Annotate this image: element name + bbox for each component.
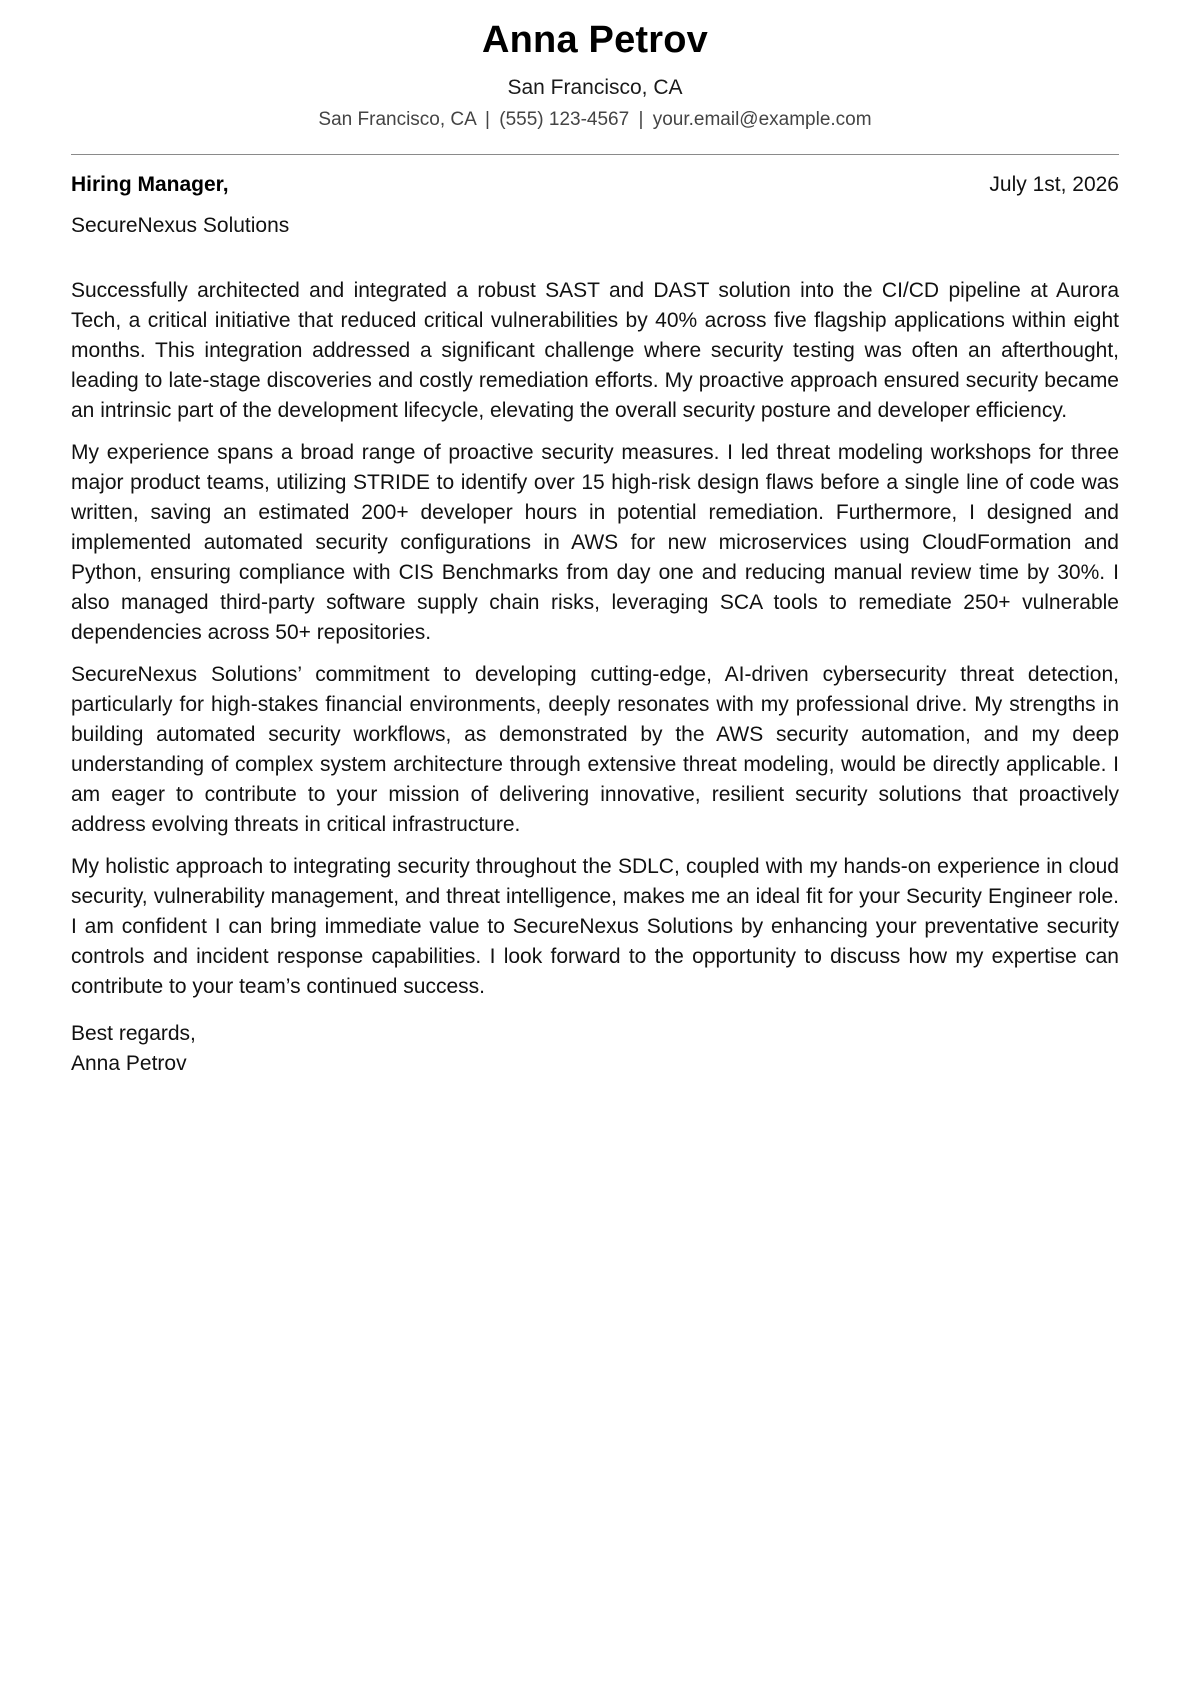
contact-phone: (555) 123-4567 [499,109,630,130]
sender-location: San Francisco, CA [507,76,683,99]
header-divider [71,154,1119,155]
body-paragraph: My experience spans a broad range of proactive security measures. I led threat modeling workshops for three major product teams, utilizing STRIDE to identify over 15 high-risk design flaws before a single line of code was written, saving an estimated 200+ developer hours in potential remediation. Furthermore, I designed and implemented automated security configurations in AWS for new microservices using CloudFormation and Python, ensuring compliance with CIS Benchmarks from day one and reducing manual review time by 30%. I also managed third-party software supply chain risks, leveraging SCA tools to remediate 250+ vulnerable dependencies across 50+ repositories. [71,441,1119,644]
contact-separator: | [638,109,644,130]
letter-date: July 1st, 2026 [989,173,1119,196]
recipient-date-row [71,171,1119,199]
recipient-salutation: Hiring Manager, [71,173,229,196]
contact-city: San Francisco, CA [318,109,476,130]
closing-phrase: Best regards, [71,1022,196,1045]
recipient-company: SecureNexus Solutions [71,214,290,237]
contact-separator: | [485,109,490,130]
contact-line [71,106,1119,134]
body-paragraph: SecureNexus Solutions’ commitment to developing cutting-edge, AI-driven cybersecurity threat detection, particularly for high-stakes financial environments, deeply resonates with my professional drive. My strengths in building automated security workflows, as demonstrated by the AWS security automation, and my deep understanding of complex system architecture through extensive threat modeling, would be directly applicable. I am eager to contribute to your mission of delivering innovative, resilient security solutions that proactively address evolving threats in critical infrastructure. [71,663,1119,836]
letter-closing [71,1019,1119,1079]
letter-header [71,0,1119,134]
sender-name: Anna Petrov [481,19,709,61]
body-paragraph: Successfully architected and integrated a robust SAST and DAST solution into the CI/CD pipeline at Aurora Tech, a critical initiative that reduced critical vulnerabilities by 40% across five flagship applications within eight months. This integration addressed a significant challenge where security testing was often an afterthought, leading to late-stage discoveries and costly remediation efforts. My proactive approach ensured security became an intrinsic part of the development lifecycle, elevating the overall security posture and developer efficiency. [71,279,1119,422]
contact-email: your.email@example.com [652,109,872,130]
letter-body [71,276,1119,1002]
body-paragraph: My holistic approach to integrating security throughout the SDLC, coupled with my hands-on experience in cloud security, vulnerability management, and threat intelligence, makes me an ideal fit for your Security Engineer role. I am confident I can bring immediate value to SecureNexus Solutions by enhancing your preventative security controls and incident response capabilities. I look forward to the opportunity to discuss how my expertise can contribute to your team’s continued success. [71,855,1119,998]
signature-name: Anna Petrov [71,1052,187,1075]
